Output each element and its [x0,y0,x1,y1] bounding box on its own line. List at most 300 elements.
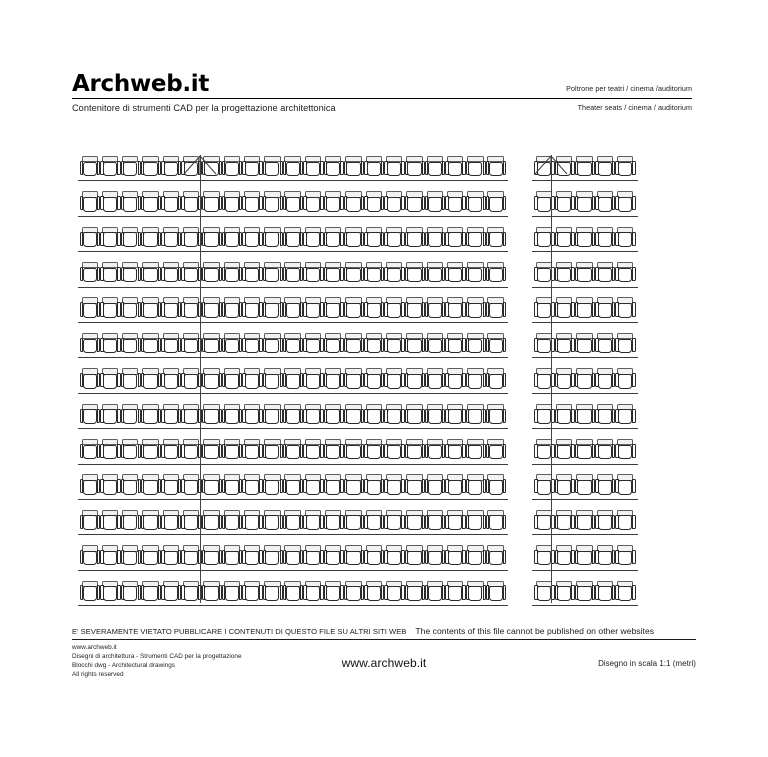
theater-seat[interactable] [161,474,181,500]
theater-seat[interactable] [161,509,181,535]
theater-seat[interactable] [303,226,323,252]
theater-seat[interactable] [141,545,161,571]
theater-seat[interactable] [486,580,506,606]
theater-seat[interactable] [324,439,344,465]
theater-seat[interactable] [466,226,486,252]
theater-seat[interactable] [466,580,486,606]
theater-seat[interactable] [466,474,486,500]
theater-seat[interactable] [364,545,384,571]
theater-seat[interactable] [425,332,445,358]
theater-seat[interactable] [100,580,120,606]
theater-seat[interactable] [364,226,384,252]
theater-seat[interactable] [486,403,506,429]
theater-seat[interactable] [425,439,445,465]
theater-seat[interactable] [486,297,506,323]
theater-seat[interactable] [161,580,181,606]
theater-seat[interactable] [384,297,404,323]
theater-seat[interactable] [80,403,100,429]
theater-seat[interactable] [181,332,201,358]
theater-seat[interactable] [283,580,303,606]
theater-seat[interactable] [161,332,181,358]
theater-seat[interactable] [141,155,161,181]
theater-seat[interactable] [575,368,595,394]
theater-seat[interactable] [263,403,283,429]
theater-seat[interactable] [555,439,575,465]
theater-seat[interactable] [344,474,364,500]
theater-seat[interactable] [222,155,242,181]
theater-seat[interactable] [425,509,445,535]
theater-seat[interactable] [384,155,404,181]
theater-seat[interactable] [283,439,303,465]
footer-credit-line[interactable]: www.archweb.it [72,644,117,651]
theater-seat[interactable] [100,332,120,358]
theater-seat[interactable] [445,580,465,606]
theater-seat[interactable] [202,403,222,429]
theater-seat[interactable] [466,332,486,358]
theater-seat[interactable] [283,509,303,535]
theater-seat[interactable] [100,509,120,535]
theater-seat[interactable] [595,439,615,465]
theater-seat[interactable] [242,439,262,465]
theater-seat[interactable] [263,226,283,252]
theater-seat[interactable] [486,474,506,500]
theater-seat[interactable] [121,332,141,358]
theater-seat[interactable] [384,332,404,358]
theater-seat[interactable] [344,332,364,358]
theater-seat[interactable] [263,191,283,217]
theater-seat[interactable] [344,155,364,181]
theater-seat[interactable] [486,368,506,394]
theater-seat[interactable] [615,545,635,571]
theater-seat[interactable] [181,191,201,217]
theater-seat[interactable] [242,332,262,358]
theater-seat[interactable] [202,191,222,217]
theater-seat[interactable] [555,226,575,252]
theater-seat[interactable] [595,332,615,358]
theater-seat[interactable] [384,262,404,288]
theater-seat[interactable] [344,580,364,606]
theater-seat[interactable] [344,368,364,394]
theater-seat[interactable] [263,297,283,323]
theater-seat[interactable] [100,262,120,288]
theater-seat[interactable] [80,226,100,252]
theater-seat[interactable] [384,580,404,606]
theater-seat[interactable] [80,155,100,181]
theater-seat[interactable] [283,297,303,323]
theater-seat[interactable] [181,297,201,323]
theater-seat[interactable] [445,155,465,181]
theater-seat[interactable] [344,262,364,288]
theater-seat[interactable] [121,403,141,429]
theater-seat[interactable] [263,545,283,571]
theater-seat[interactable] [141,580,161,606]
theater-seat[interactable] [595,580,615,606]
theater-seat[interactable] [263,580,283,606]
theater-seat[interactable] [303,474,323,500]
theater-seat[interactable] [121,509,141,535]
theater-seat[interactable] [242,297,262,323]
theater-seat[interactable] [595,474,615,500]
theater-seat[interactable] [486,191,506,217]
theater-seat[interactable] [445,545,465,571]
theater-seat[interactable] [384,191,404,217]
theater-seat[interactable] [575,155,595,181]
theater-seat[interactable] [466,297,486,323]
theater-seat[interactable] [181,474,201,500]
theater-seat[interactable] [364,403,384,429]
theater-seat[interactable] [283,191,303,217]
theater-seat[interactable] [80,545,100,571]
theater-seat[interactable] [263,155,283,181]
theater-seat[interactable] [384,403,404,429]
theater-seat[interactable] [222,580,242,606]
theater-seat[interactable] [425,262,445,288]
theater-seat[interactable] [283,403,303,429]
theater-seat[interactable] [283,155,303,181]
theater-seat[interactable] [324,403,344,429]
theater-seat[interactable] [425,474,445,500]
theater-seat[interactable] [364,297,384,323]
theater-seat[interactable] [242,155,262,181]
theater-seat[interactable] [486,545,506,571]
theater-seat[interactable] [555,580,575,606]
theater-seat[interactable] [141,474,161,500]
theater-seat[interactable] [161,191,181,217]
theater-seat[interactable] [555,403,575,429]
theater-seat[interactable] [222,474,242,500]
theater-seat[interactable] [324,155,344,181]
theater-seat[interactable] [575,439,595,465]
theater-seat[interactable] [575,509,595,535]
theater-seat[interactable] [222,368,242,394]
theater-seat[interactable] [425,191,445,217]
theater-seat[interactable] [405,439,425,465]
theater-seat[interactable] [466,545,486,571]
theater-seat[interactable] [202,332,222,358]
theater-seat[interactable] [615,191,635,217]
theater-seat[interactable] [222,332,242,358]
theater-seat[interactable] [615,297,635,323]
theater-seat[interactable] [181,580,201,606]
theater-seat[interactable] [384,368,404,394]
theater-seat[interactable] [181,403,201,429]
theater-seat[interactable] [615,474,635,500]
theater-seat[interactable] [425,297,445,323]
theater-seat[interactable] [575,297,595,323]
theater-seat[interactable] [425,580,445,606]
theater-seat[interactable] [405,474,425,500]
theater-seat[interactable] [242,509,262,535]
theater-seat[interactable] [384,474,404,500]
theater-seat[interactable] [615,439,635,465]
theater-seat[interactable] [405,297,425,323]
theater-seat[interactable] [405,332,425,358]
theater-seat[interactable] [161,545,181,571]
theater-seat[interactable] [344,226,364,252]
theater-seat[interactable] [161,368,181,394]
theater-seat[interactable] [263,332,283,358]
theater-seat[interactable] [80,580,100,606]
theater-seat[interactable] [595,403,615,429]
theater-seat[interactable] [121,439,141,465]
theater-seat[interactable] [575,580,595,606]
theater-seat[interactable] [595,226,615,252]
theater-seat[interactable] [283,332,303,358]
theater-seat[interactable] [303,191,323,217]
theater-seat[interactable] [615,509,635,535]
theater-seat[interactable] [121,226,141,252]
theater-seat[interactable] [555,474,575,500]
theater-seat[interactable] [364,332,384,358]
theater-seat[interactable] [466,403,486,429]
theater-seat[interactable] [80,439,100,465]
theater-seat[interactable] [615,403,635,429]
theater-seat[interactable] [466,439,486,465]
theater-seat[interactable] [121,191,141,217]
theater-seat[interactable] [364,262,384,288]
theater-seat[interactable] [555,262,575,288]
theater-seat[interactable] [202,226,222,252]
theater-seat[interactable] [263,474,283,500]
theater-seat[interactable] [121,368,141,394]
theater-seat[interactable] [242,226,262,252]
theater-seat[interactable] [364,191,384,217]
theater-seat[interactable] [425,545,445,571]
theater-seat[interactable] [100,403,120,429]
theater-seat[interactable] [222,439,242,465]
theater-seat[interactable] [575,226,595,252]
theater-seat[interactable] [222,403,242,429]
theater-seat[interactable] [384,439,404,465]
theater-seat[interactable] [222,226,242,252]
theater-seat[interactable] [595,191,615,217]
theater-seat[interactable] [222,262,242,288]
theater-seat[interactable] [555,191,575,217]
theater-seat[interactable] [555,509,575,535]
theater-seat[interactable] [222,297,242,323]
theater-seat[interactable] [466,262,486,288]
theater-seat[interactable] [181,226,201,252]
theater-seat[interactable] [324,368,344,394]
theater-seat[interactable] [555,332,575,358]
theater-seat[interactable] [595,262,615,288]
theater-seat[interactable] [141,297,161,323]
theater-seat[interactable] [141,509,161,535]
theater-seat[interactable] [344,509,364,535]
theater-seat[interactable] [445,297,465,323]
theater-seat[interactable] [364,509,384,535]
theater-seat[interactable] [303,262,323,288]
theater-seat[interactable] [202,545,222,571]
theater-seat[interactable] [283,226,303,252]
theater-seat[interactable] [181,262,201,288]
theater-seat[interactable] [324,474,344,500]
theater-seat[interactable] [486,226,506,252]
theater-seat[interactable] [364,439,384,465]
theater-seat[interactable] [405,262,425,288]
theater-seat[interactable] [121,262,141,288]
theater-seat[interactable] [121,545,141,571]
theater-seat[interactable] [575,191,595,217]
theater-seat[interactable] [263,262,283,288]
theater-seat[interactable] [242,191,262,217]
theater-seat[interactable] [344,191,364,217]
theater-seat[interactable] [324,545,344,571]
theater-seat[interactable] [100,474,120,500]
theater-seat[interactable] [555,368,575,394]
theater-seat[interactable] [555,297,575,323]
theater-seat[interactable] [445,332,465,358]
theater-seat[interactable] [202,297,222,323]
theater-seat[interactable] [405,155,425,181]
theater-seat[interactable] [425,155,445,181]
theater-seat[interactable] [242,403,262,429]
theater-seat[interactable] [486,332,506,358]
theater-seat[interactable] [100,226,120,252]
theater-seat[interactable] [303,403,323,429]
theater-seat[interactable] [425,403,445,429]
theater-seat[interactable] [364,368,384,394]
theater-seat[interactable] [242,262,262,288]
theater-seat[interactable] [202,262,222,288]
theater-seat[interactable] [303,545,323,571]
theater-seat[interactable] [466,191,486,217]
theater-seat[interactable] [575,545,595,571]
theater-seat[interactable] [121,474,141,500]
theater-seat[interactable] [141,191,161,217]
theater-seat[interactable] [80,332,100,358]
theater-seat[interactable] [324,332,344,358]
theater-seat[interactable] [384,509,404,535]
theater-seat[interactable] [615,580,635,606]
theater-seat[interactable] [445,262,465,288]
theater-seat[interactable] [121,297,141,323]
theater-seat[interactable] [595,509,615,535]
theater-seat[interactable] [405,580,425,606]
theater-seat[interactable] [100,368,120,394]
theater-seat[interactable] [344,297,364,323]
theater-seat[interactable] [595,297,615,323]
theater-seat[interactable] [486,439,506,465]
theater-seat[interactable] [141,439,161,465]
theater-seat[interactable] [303,155,323,181]
theater-seat[interactable] [344,403,364,429]
theater-seat[interactable] [405,509,425,535]
theater-seat[interactable] [242,545,262,571]
theater-seat[interactable] [263,439,283,465]
theater-seat[interactable] [141,368,161,394]
theater-seat[interactable] [80,509,100,535]
theater-seat[interactable] [486,155,506,181]
theater-seat[interactable] [364,580,384,606]
theater-seat[interactable] [303,580,323,606]
theater-seat[interactable] [364,155,384,181]
theater-seat[interactable] [121,580,141,606]
theater-seat[interactable] [445,403,465,429]
theater-seat[interactable] [303,439,323,465]
theater-seat[interactable] [161,226,181,252]
theater-seat[interactable] [222,191,242,217]
theater-seat[interactable] [161,297,181,323]
theater-seat[interactable] [575,403,595,429]
theater-seat[interactable] [202,474,222,500]
theater-seat[interactable] [222,509,242,535]
theater-seat[interactable] [425,368,445,394]
theater-seat[interactable] [283,262,303,288]
theater-seat[interactable] [575,474,595,500]
theater-seat[interactable] [202,509,222,535]
theater-seat[interactable] [80,297,100,323]
theater-seat[interactable] [575,332,595,358]
theater-seat[interactable] [466,509,486,535]
theater-seat[interactable] [425,226,445,252]
theater-seat[interactable] [283,545,303,571]
theater-seat[interactable] [263,368,283,394]
theater-seat[interactable] [445,368,465,394]
theater-seat[interactable] [445,509,465,535]
theater-seat[interactable] [80,262,100,288]
theater-seat[interactable] [615,368,635,394]
theater-seat[interactable] [595,368,615,394]
theater-seat[interactable] [181,509,201,535]
theater-seat[interactable] [324,509,344,535]
theater-seat[interactable] [242,474,262,500]
theater-seat[interactable] [100,439,120,465]
theater-seat[interactable] [202,580,222,606]
theater-seat[interactable] [283,368,303,394]
theater-seat[interactable] [555,545,575,571]
theater-seat[interactable] [161,262,181,288]
theater-seat[interactable] [384,226,404,252]
theater-seat[interactable] [486,509,506,535]
theater-seat[interactable] [80,474,100,500]
theater-seat[interactable] [324,580,344,606]
theater-seat[interactable] [121,155,141,181]
theater-seat[interactable] [283,474,303,500]
theater-seat[interactable] [80,368,100,394]
theater-seat[interactable] [615,155,635,181]
theater-seat[interactable] [595,545,615,571]
theater-seat[interactable] [222,545,242,571]
theater-seat[interactable] [405,403,425,429]
theater-seat[interactable] [100,545,120,571]
theater-seat[interactable] [263,509,283,535]
theater-seat[interactable] [324,297,344,323]
theater-seat[interactable] [141,403,161,429]
theater-seat[interactable] [405,368,425,394]
theater-seat[interactable] [405,191,425,217]
theater-seat[interactable] [324,262,344,288]
theater-seat[interactable] [181,368,201,394]
theater-seat[interactable] [615,226,635,252]
theater-seat[interactable] [303,509,323,535]
theater-seat[interactable] [141,226,161,252]
theater-seat[interactable] [445,226,465,252]
theater-seat[interactable] [575,262,595,288]
theater-seat[interactable] [100,155,120,181]
theater-seat[interactable] [141,262,161,288]
theater-seat[interactable] [405,545,425,571]
theater-seat[interactable] [445,474,465,500]
theater-seat[interactable] [161,155,181,181]
theater-seat[interactable] [445,191,465,217]
theater-seat[interactable] [181,439,201,465]
theater-seat[interactable] [615,262,635,288]
theater-seat[interactable] [344,439,364,465]
theater-seat[interactable] [384,545,404,571]
theater-seat[interactable] [595,155,615,181]
theater-seat[interactable] [466,368,486,394]
